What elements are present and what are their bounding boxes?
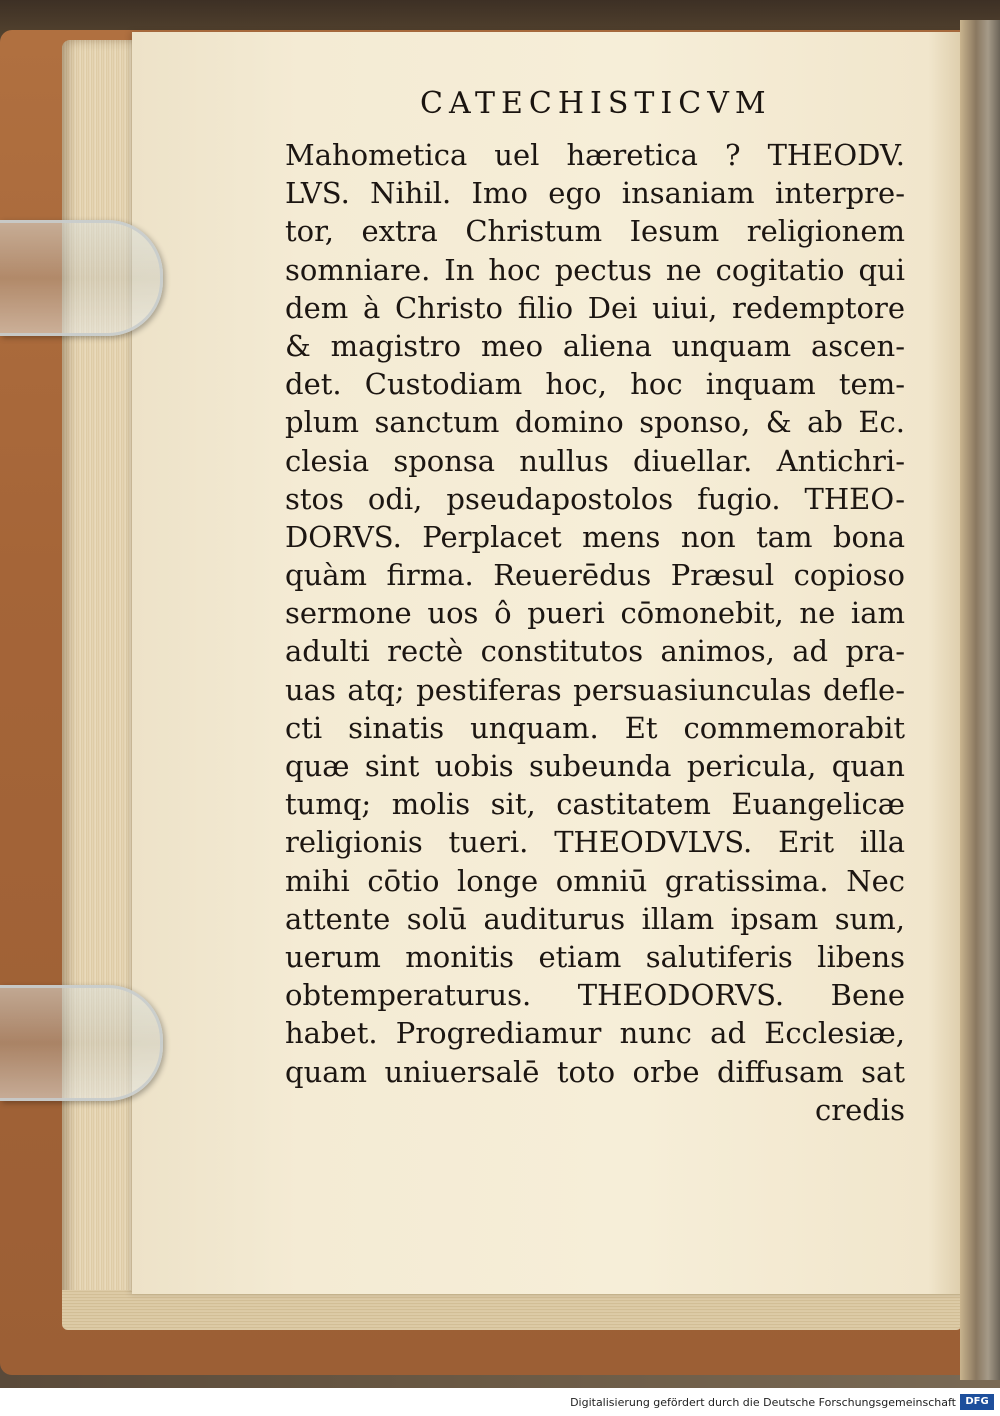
text-line: quàm firma. Reuerēdus Præsul copioso xyxy=(285,558,905,593)
footer-credit: Digitalisierung gefördert durch die Deutsche Forschungsgemeinschaft xyxy=(570,1396,956,1409)
page-stack-bottom-edge xyxy=(62,1290,962,1330)
text-line: uas atq; pestiferas persuasiunculas defle- xyxy=(285,672,905,707)
running-head: CATECHISTICVM xyxy=(420,86,772,121)
text-line: adulti rectè constitutos animos, ad pra- xyxy=(285,634,905,669)
text-line: Mahometica uel hæretica ? THEODV. xyxy=(285,138,905,172)
text-line: mihi cōtio longe omniū gratissima. Nec xyxy=(285,863,905,898)
text-line: det. Custodiam hoc, hoc inquam tem- xyxy=(285,367,905,402)
text-line: uerum monitis etiam salutiferis libens xyxy=(285,939,905,974)
text-line: stos odi, pseudapostolos fugio. THEO- xyxy=(285,481,905,516)
text-line: & magistro meo aliena unquam ascen- xyxy=(285,328,905,363)
text-line: tor, extra Christum Iesum religionem xyxy=(285,214,905,249)
page-clamp-bottom xyxy=(0,985,163,1101)
text-line: quæ sint uobis subeunda pericula, quan xyxy=(285,749,905,783)
page-clamp-top xyxy=(0,220,163,336)
book-gutter xyxy=(960,20,1000,1380)
text-line: sermone uos ô pueri cōmonebit, ne iam xyxy=(285,596,905,631)
text-line: somniare. In hoc pectus ne cogitatio qui xyxy=(285,252,905,287)
text-line: habet. Progrediamur nunc ad Ecclesiæ, xyxy=(285,1016,905,1051)
text-line: cti sinatis unquam. Et commemorabit xyxy=(285,710,905,745)
text-line: dem à Christo filio Dei uiui, redemptore xyxy=(285,290,905,325)
text-line: LVS. Nihil. Imo ego insaniam interpre- xyxy=(285,176,905,211)
text-line: attente solū auditurus illam ipsam sum, xyxy=(285,901,905,936)
text-line: religionis tueri. THEODVLVS. Erit illa xyxy=(285,825,905,860)
footer-bar xyxy=(0,1392,1000,1416)
dfg-logo: DFG xyxy=(960,1394,994,1410)
text-line: credis xyxy=(815,1092,905,1127)
text-line: DORVS. Perplacet mens non tam bona xyxy=(285,519,905,554)
page-text xyxy=(285,136,905,1129)
text-line: quam uniuersalē toto orbe diffusam sat xyxy=(285,1054,905,1089)
text-line: obtemperaturus. THEODORVS. Bene xyxy=(285,978,905,1013)
text-line: plum sanctum domino sponso, & ab Ec. xyxy=(285,405,905,440)
text-line: tumq; molis sit, castitatem Euangelicæ xyxy=(285,787,905,822)
text-line: clesia sponsa nullus diuellar. Antichri- xyxy=(285,443,905,478)
